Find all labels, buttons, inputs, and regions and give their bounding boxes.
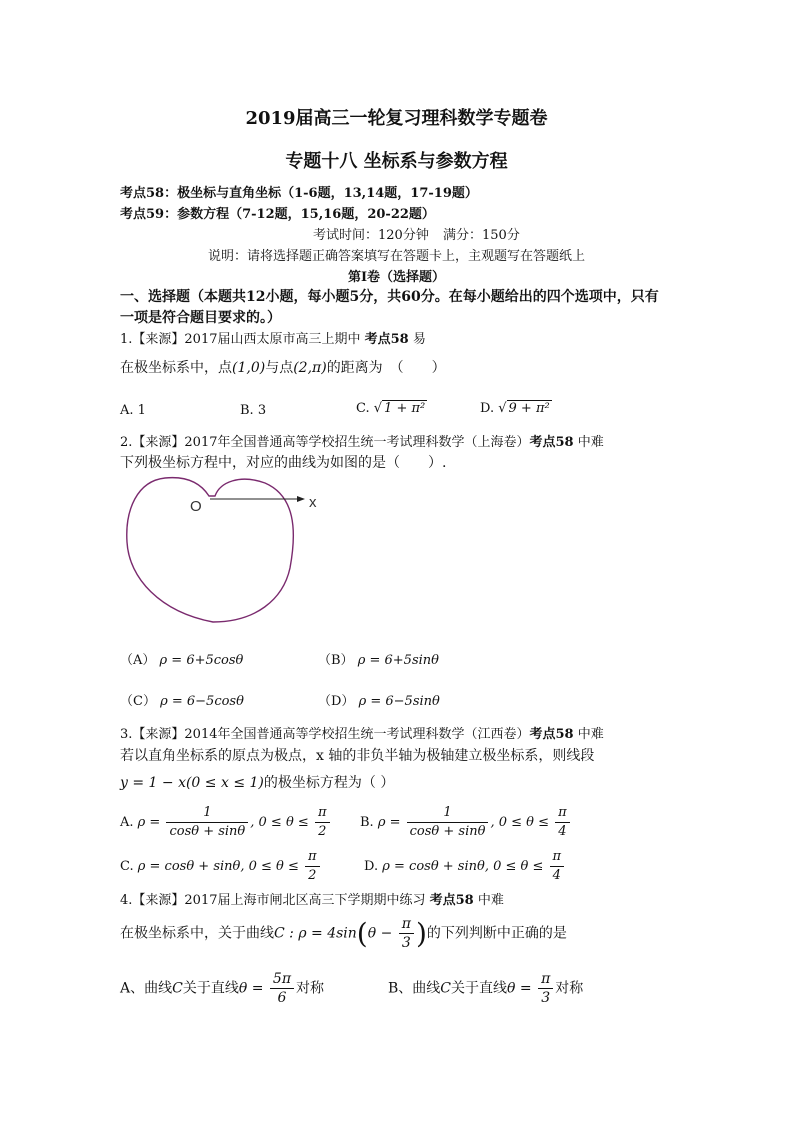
q1-difficulty: 易	[408, 332, 426, 347]
q3-option-b-lhs: ρ =	[377, 815, 401, 830]
q3-option-d	[364, 848, 566, 885]
q3-option-c-pden: 2	[308, 868, 317, 883]
q1-source-text: 1.【来源】2017届山西太原市高三上期中	[120, 332, 365, 347]
q2-source-text: 2.【来源】2017年全国普通高等学校招生统一考试理科数学（上海卷）	[120, 435, 530, 450]
q4-stem-inner: θ −	[367, 925, 393, 942]
q3-option-c-label: C.	[120, 859, 138, 874]
q3-option-b-num: 1	[407, 804, 489, 823]
q4-option-a-suffix: 对称	[296, 980, 325, 997]
q3-difficulty: 中难	[573, 727, 604, 742]
q3-stem-text: 的极坐标方程为（ ）	[263, 775, 395, 791]
q1-option-b: B. 3	[240, 403, 267, 418]
q3-option-b-pnum: π	[555, 804, 570, 823]
q1-point1: (1,0)	[232, 360, 266, 376]
q1-source	[120, 328, 426, 347]
page-title: 2019届高三一轮复习理科数学专题卷	[245, 108, 548, 129]
q1-option-d: D. √ 9 + π²	[480, 401, 550, 416]
kaodian-58: 考点58：极坐标与直角坐标（1-6题，13,14题，17-19题）	[120, 186, 478, 201]
q4-option-b-mid: 关于直线	[451, 980, 508, 997]
q3-option-d-expr: ρ = cosθ + sinθ, 0 ≤ θ ≤	[382, 859, 544, 874]
exam-time: 考试时间：120分钟	[313, 228, 429, 243]
q3-option-a-label: A.	[120, 815, 138, 830]
q4-source	[120, 889, 504, 908]
q1-stem-a: 在极坐标系中，点	[120, 360, 232, 376]
q1-point2: (2,π)	[293, 360, 327, 376]
q2-option-c	[120, 690, 244, 709]
q4-option-b-prefix: B、曲线	[388, 980, 441, 997]
q4-option-a	[120, 970, 324, 1007]
q3-option-a-pden: 2	[318, 824, 327, 839]
q2-option-d	[318, 690, 440, 709]
q2-stem: 下列极坐标方程中，对应的曲线为如图的是（ ）.	[120, 455, 447, 471]
section-instruction-2: 一项是符合题目要求的。）	[120, 310, 281, 326]
q3-option-b-den: cosθ + sinθ	[409, 824, 486, 839]
exam-score: 满分：150分	[443, 228, 520, 243]
q4-stem-pi	[399, 915, 414, 952]
q4-option-b-expr: θ =	[507, 980, 532, 997]
q3-option-b-label: B.	[360, 815, 378, 830]
q4-stem-expr: C : ρ = 4sin	[274, 925, 357, 942]
q4-stem	[120, 915, 567, 952]
q3-option-c-expr: ρ = cosθ + sinθ, 0 ≤ θ ≤	[137, 859, 299, 874]
q4-option-b-c: C	[440, 980, 452, 997]
q4-option-b-pi	[538, 970, 553, 1007]
q2-option-c-label: （C）	[120, 694, 156, 709]
q3-option-a	[120, 804, 332, 841]
exam-note: 说明：请将选择题正确答案填写在答题卡上，主观题写在答题纸上	[207, 249, 585, 264]
q3-option-b-pden: 4	[558, 824, 567, 839]
q4-right-paren: )	[415, 917, 427, 950]
q3-option-a-num: 1	[166, 804, 248, 823]
q4-option-a-pi	[270, 970, 294, 1007]
q2-option-b	[318, 649, 439, 668]
q4-stem-a: 在极坐标系中，关于曲线	[120, 925, 274, 942]
q2-axis-arrow-icon	[297, 496, 305, 502]
q2-option-a-expr: ρ = 6+5cosθ	[159, 653, 244, 668]
q4-left-paren: (	[356, 917, 368, 950]
q1-option-d-expr: 9 + π²	[508, 401, 550, 416]
q4-stem-pden: 3	[401, 935, 411, 951]
q3-option-c-pi	[305, 848, 320, 885]
q3-option-b-pi	[555, 804, 570, 841]
q2-option-b-label: （B）	[318, 653, 354, 668]
q4-option-a-prefix: A、曲线	[120, 980, 173, 997]
q3-stem-expr: y = 1 − x(0 ≤ x ≤ 1)	[120, 775, 264, 791]
q3-option-a-pi	[315, 804, 330, 841]
q3-option-d-pi	[550, 848, 565, 885]
q3-option-b	[360, 804, 572, 841]
q3-stem-line1: 若以直角坐标系的原点为极点，x 轴的非负半轴为极轴建立极坐标系，则线段	[120, 748, 595, 764]
q4-option-a-c: C	[172, 980, 183, 997]
q4-option-a-expr: θ =	[238, 980, 264, 997]
q4-source-text: 4.【来源】2017届上海市闸北区高三下学期期中练习	[120, 893, 430, 908]
q3-source	[120, 723, 604, 742]
q4-option-b-pnum: π	[538, 970, 553, 989]
q2-difficulty: 中难	[573, 435, 604, 450]
q4-difficulty: 中难	[473, 893, 504, 908]
q3-tag: 考点58	[529, 727, 574, 742]
q2-source	[120, 431, 604, 450]
q2-axis-label: x	[309, 494, 317, 511]
q4-option-b	[388, 970, 583, 1007]
q1-stem-c: 的距离为 （ ）	[326, 360, 446, 376]
q3-option-a-den: cosθ + sinθ	[169, 824, 246, 839]
q4-stem-pnum: π	[399, 915, 414, 934]
q4-option-b-pden: 3	[541, 990, 551, 1006]
q3-stem-line2	[120, 772, 394, 792]
q3-option-d-label: D.	[364, 859, 383, 874]
section-heading: 第I卷（选择题）	[347, 270, 446, 285]
q1-option-d-label: D.	[480, 401, 499, 416]
q2-option-a-label: （A）	[120, 653, 156, 668]
q4-stem-b: 的下列判断中正确的是	[426, 925, 567, 942]
q2-option-c-expr: ρ = 6−5cosθ	[160, 694, 244, 709]
q1-stem	[120, 357, 446, 377]
q2-figure	[115, 470, 345, 630]
section-instruction-1: 一、选择题（本题共12小题，每小题5分，共60分。在每小题给出的四个选项中，只有	[120, 289, 659, 305]
q3-option-a-range: , 0 ≤ θ ≤	[250, 815, 309, 830]
q1-option-c: C. √ 1 + π²	[356, 401, 426, 416]
kaodian-59: 考点59：参数方程（7-12题，15,16题，20-22题）	[120, 207, 435, 222]
q2-option-a	[120, 649, 243, 668]
q4-tag: 考点58	[429, 893, 474, 908]
q3-option-a-lhs: ρ =	[137, 815, 161, 830]
q4-option-b-suffix: 对称	[555, 980, 584, 997]
q1-option-c-expr: 1 + π²	[384, 401, 426, 416]
q1-option-a: A. 1	[120, 403, 146, 418]
q2-option-b-expr: ρ = 6+5sinθ	[357, 653, 439, 668]
q4-option-a-pnum: 5π	[270, 970, 294, 989]
q3-option-a-fraction	[166, 804, 248, 841]
q3-option-a-pnum: π	[315, 804, 330, 823]
q1-tag: 考点58	[364, 332, 409, 347]
q2-origin-label: O	[190, 498, 202, 515]
q1-option-c-label: C.	[356, 401, 374, 416]
page-subtitle: 专题十八 坐标系与参数方程	[285, 151, 508, 172]
q3-option-d-pnum: π	[550, 848, 565, 867]
q3-option-b-fraction	[407, 804, 489, 841]
q3-option-c	[120, 848, 322, 885]
q3-option-b-range: , 0 ≤ θ ≤	[490, 815, 549, 830]
q4-option-a-mid: 关于直线	[182, 980, 239, 997]
q3-option-c-pnum: π	[305, 848, 320, 867]
q2-option-d-expr: ρ = 6−5sinθ	[358, 694, 440, 709]
q3-source-text: 3.【来源】2014年全国普通高等学校招生统一考试理科数学（江西卷）	[120, 727, 530, 742]
q4-option-a-pden: 6	[277, 990, 287, 1006]
q3-option-d-pden: 4	[552, 868, 561, 883]
q2-tag: 考点58	[529, 435, 574, 450]
q2-option-d-label: （D）	[318, 694, 355, 709]
q1-stem-b: 与点	[265, 360, 294, 376]
